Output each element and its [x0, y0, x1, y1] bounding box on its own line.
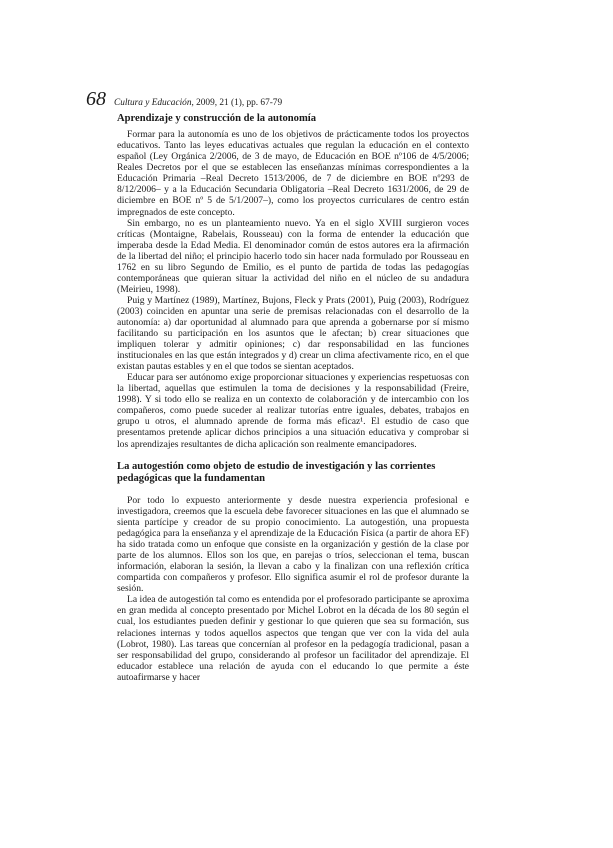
journal-title: Cultura y Educación, [114, 98, 194, 108]
paragraph: La idea de autogestión tal como es entendida por el profesorado participante se aproxima en gran medida al concepto presentado por Michel Lobrot en la década de los 80 según el cual, los estudiantes pueden definir y gestionar lo que quieren que sea su formación, sus relaciones internas y todos aquellos aspectos que tengan que ver con la vida del aula (Lobrot, 1980). Las tareas que concernían al profesor en la pedagogía tradicional, pasan a ser responsabilidad del grupo, considerando al profesor un facilitador del aprendizaje. El educador establece una relación de ayuda con el educando lo que permite a éste autoafirmarse y hacer [117, 594, 469, 683]
paragraph: Formar para la autonomía es uno de los objetivos de prácticamente todos los proyectos educativos. Tanto las leyes educativas actuales que regulan la educación en el contexto español (Ley Orgánica 2/2006, de 3 de mayo, de Educación en BOE nº106 de 4/5/2006; Reales Decretos por el que se establecen las enseñanzas mínimas correspondientes a la Educación Primaria –Real Decreto 1513/2006, de 7 de diciembre en BOE nº293 de 8/12/2006– y a la Educación Secundaria Obligatoria –Real Decreto 1631/2006, de 29 de diciembre en BOE nº 5 de 5/1/2007–), como los proyectos curriculares de centro están impregnados de este concepto. [117, 129, 469, 218]
paragraph: Sin embargo, no es un planteamiento nuevo. Ya en el siglo XVIII surgieron voces críticas (Montaigne, Rabelais, Rousseau) con la forma de entender la educación que imperaba desde la Edad Media. El denominador común de estos autores era la afirmación de la libertad del niño; el principio hacerlo todo sin hacer nada formulado por Rousseau en 1762 en su libro Segundo de Emilio, es el punto de partida de todas las pedagogías contemporáneas que quieran situar la actividad del niño en el núcleo de su andadura (Meirieu, 1998). [117, 217, 469, 295]
page-number: 68 [86, 88, 106, 110]
section-heading-autonomia: Aprendizaje y construcción de la autonomía [117, 113, 317, 124]
paragraph: Por todo lo expuesto anteriormente y desde nuestra experiencia profesional e investigadora, creemos que la escuela debe favorecer situaciones en las que el alumnado se sienta partícipe y creador de su propio conocimiento. La autogestión, una propuesta pedagógica para la enseñanza y el aprendizaje de la Educación Física (a partir de ahora EF) ha sido tratada como un enfoque que consiste en la organización y gestión de la clase por parte de los alumnos. Ellos son los que, en parejas o tríos, seleccionan el tema, buscan información, elaboran la sesión, la llevan a cabo y la finalizan con una reflexión crítica compartida con compañeros y profesor. Ello significa asumir el rol de profesor durante la sesión. [117, 494, 469, 595]
page-header [86, 88, 282, 111]
paragraph: Educar para ser autónomo exige proporcionar situaciones y experiencias respetuosas con la libertad, aquellas que estimulen la toma de decisiones y la responsabilidad (Freire, 1998). Y si todo ello se realiza en un contexto de colaboración y de intercambio con los compañeros, como puede suceder al realizar tutorías entre iguales, debates, trabajos en grupo u otros, el alumnado aprende de forma más eficaz¹. El estudio de caso que presentamos pretende aplicar dichos principios a una situación educativa y comprobar si los aprendizajes resultantes de dicha aplicación son realmente emancipadores. [117, 372, 469, 450]
article-body [117, 113, 469, 683]
citation: 2009, 21 (1), pp. 67-79 [193, 98, 283, 108]
section-heading-autogestion: La autogestión como objeto de estudio de investigación y las corrientes pedagógicas que la fundamentan [117, 460, 436, 484]
running-head [114, 98, 282, 108]
paragraph: Puig y Martínez (1989), Martínez, Bujons, Fleck y Prats (2001), Puig (2003), Rodríguez (2003) coinciden en apuntar una serie de premisas relacionadas con el desarrollo de la autonomía: a) dar oportunidad al alumnado para que aprenda a gobernarse por sí mismo facilitando su participación en los asuntos que le afectan; b) crear situaciones que impliquen tolerar y admitir opiniones; c) dar responsabilidad en las funciones institucionales en las que están integrados y d) crear un clima afectivamente rico, en el que existan pautas estables y en el que todos se sientan aceptados. [117, 294, 469, 373]
